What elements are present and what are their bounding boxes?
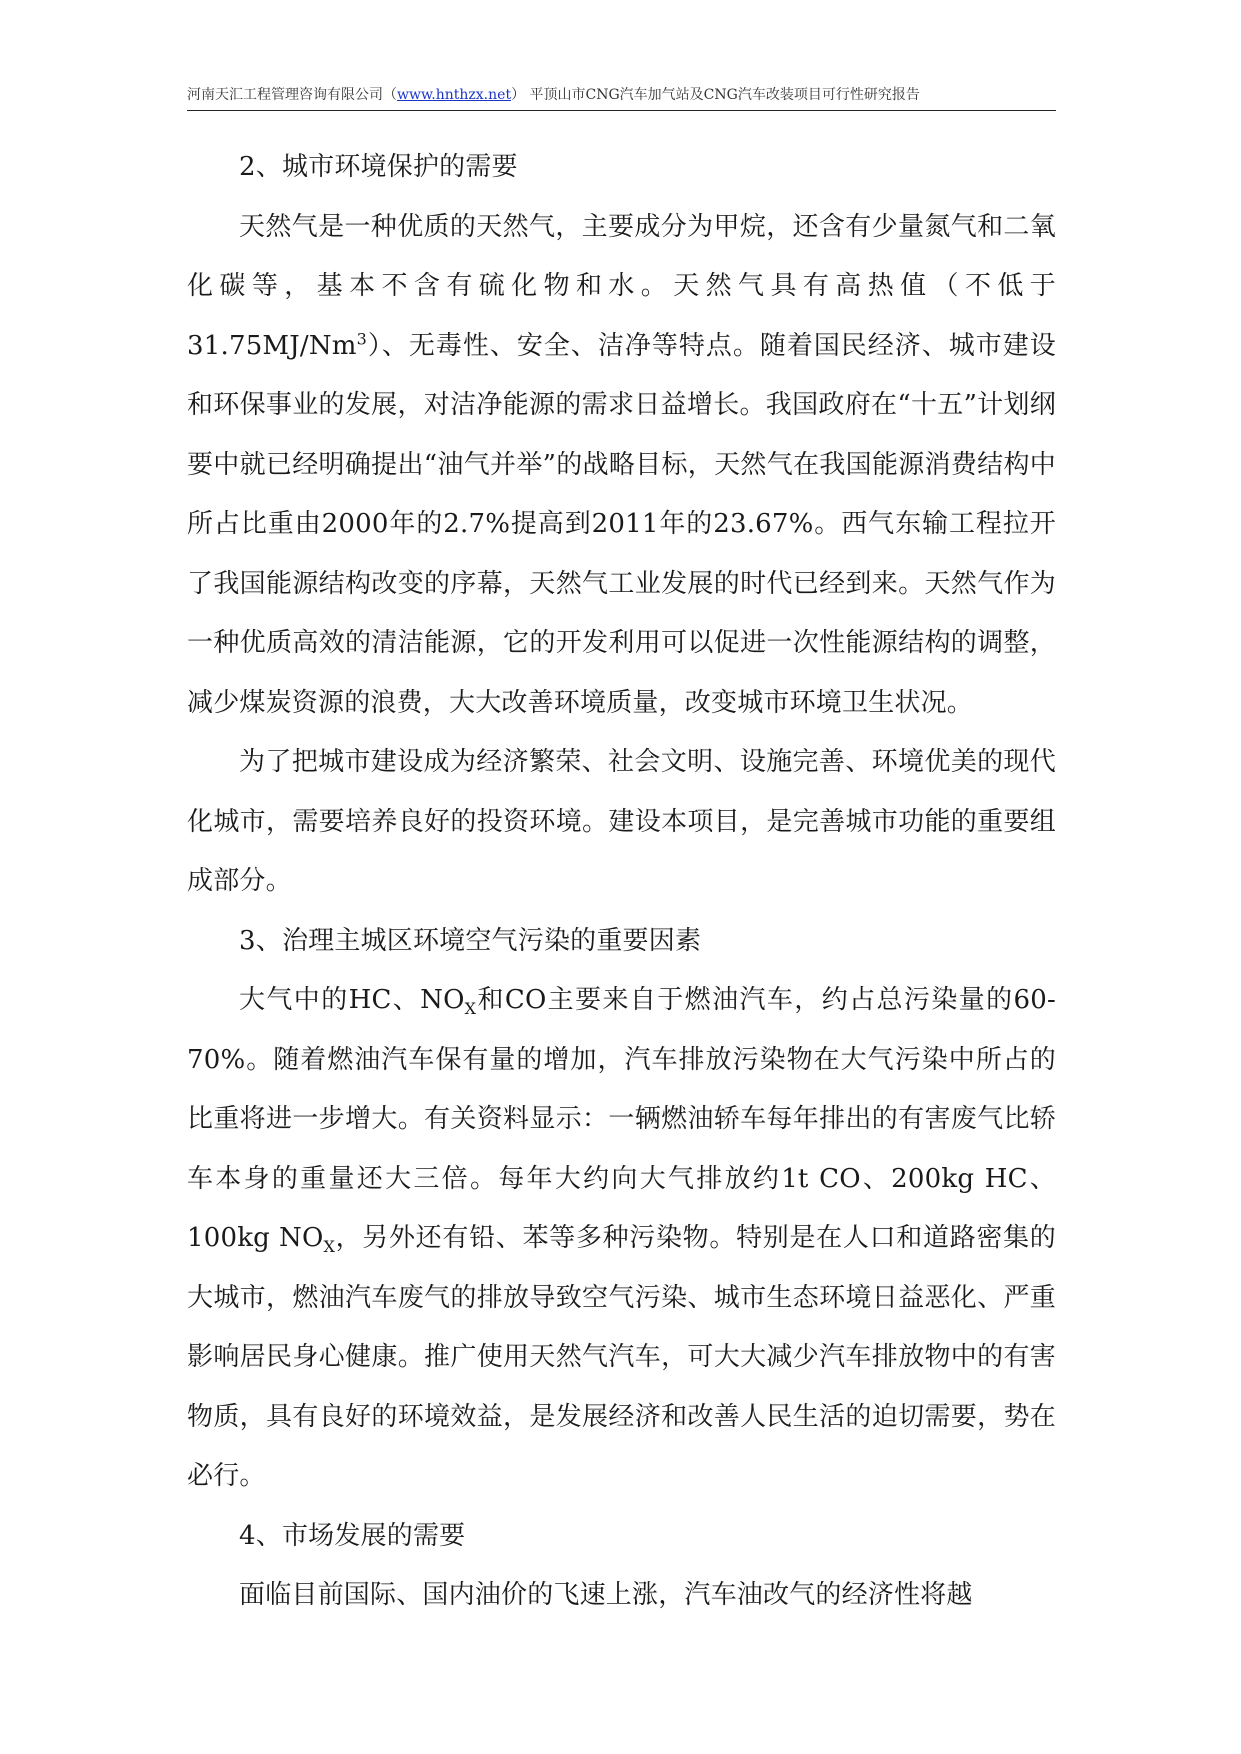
section-heading-3: 3、治理主城区环境空气污染的重要因素 [239,925,702,956]
superscript-3: 3 [356,328,368,348]
paragraph-market: 面临目前国际、国内油价的飞速上涨，汽车油改气的经济性将越 [239,1580,973,1610]
page-header [187,84,1056,111]
subscript-x-1: X [464,999,477,1019]
section-heading-2: 2、城市环境保护的需要 [239,152,518,182]
section-heading-4: 4、市场发展的需要 [239,1520,466,1551]
header-url-link[interactable]: www.hnthzx.net [397,87,512,103]
paragraph-city-building: 为了把城市建设成为经济繁荣、社会文明、设施完善、环境优美的现代化城市，需要培养良好的投资环境。建设本项目，是完善城市功能的重要组成部分。 [187,747,1056,896]
header-company: 河南天汇工程管理咨询有限公司（ [187,87,397,103]
paragraph-natural-gas: 天然气是一种优质的天然气，主要成分为甲烷，还含有少量氮气和二氧化碳等，基本不含有硫化物和水。天然气具有高热值（不低于31.75MJ/Nm$^3$）、无毒性、安全、洁净等特点。随着国民经济、城市建设和环保事业的发展，对洁净能源的需求日益增长。我国政府在“十五”计划纲要中就已经明确提出“油气并举”的战略目标，天然气在我国能源消费结构中所占比重由2000年的2.7%提高到2011年的23.67%。西气东输工程拉开了我国能源结构改变的序幕，天然气工业发展的时代已经到来。天然气作为一种优质高效的清洁能源，它的开发利用可以促进一次性能源结构的调整，减少煤炭资源的浪费，大大改善环境质量，改变城市环境卫生状况。 [187,211,1056,718]
subscript-x-2: X [323,1237,336,1257]
header-report-title: ） 平顶山市CNG汽车加气站及CNG汽车改装项目可行性研究报告 [511,87,920,103]
paragraph-air-pollution: 大气中的HC、$NO_X$和CO主要来自于燃油汽车，约占总污染量的60-70%。随着燃油汽车保有量的增加，汽车排放污染物在大气污染中所占的比重将进一步增大。有关资料显示：一辆燃油轿车每年排出的有害废气比轿车本身的重量还大三倍。每年大约向大气排放约1t CO、200kg HC、100kg $NO_X$，另外还有铅、苯等多种污染物。特别是在人口和道路密集的大城市，燃油汽车废气的排放导致空气污染、城市生态环境日益恶化、严重影响居民身心健康。推广使用天然气汽车，可大大减少汽车排放物中的有害物质，具有良好的环境效益，是发展经济和改善人民生活的迫切需要，势在必行。 [187,985,1056,1491]
document-body [187,138,1056,1626]
